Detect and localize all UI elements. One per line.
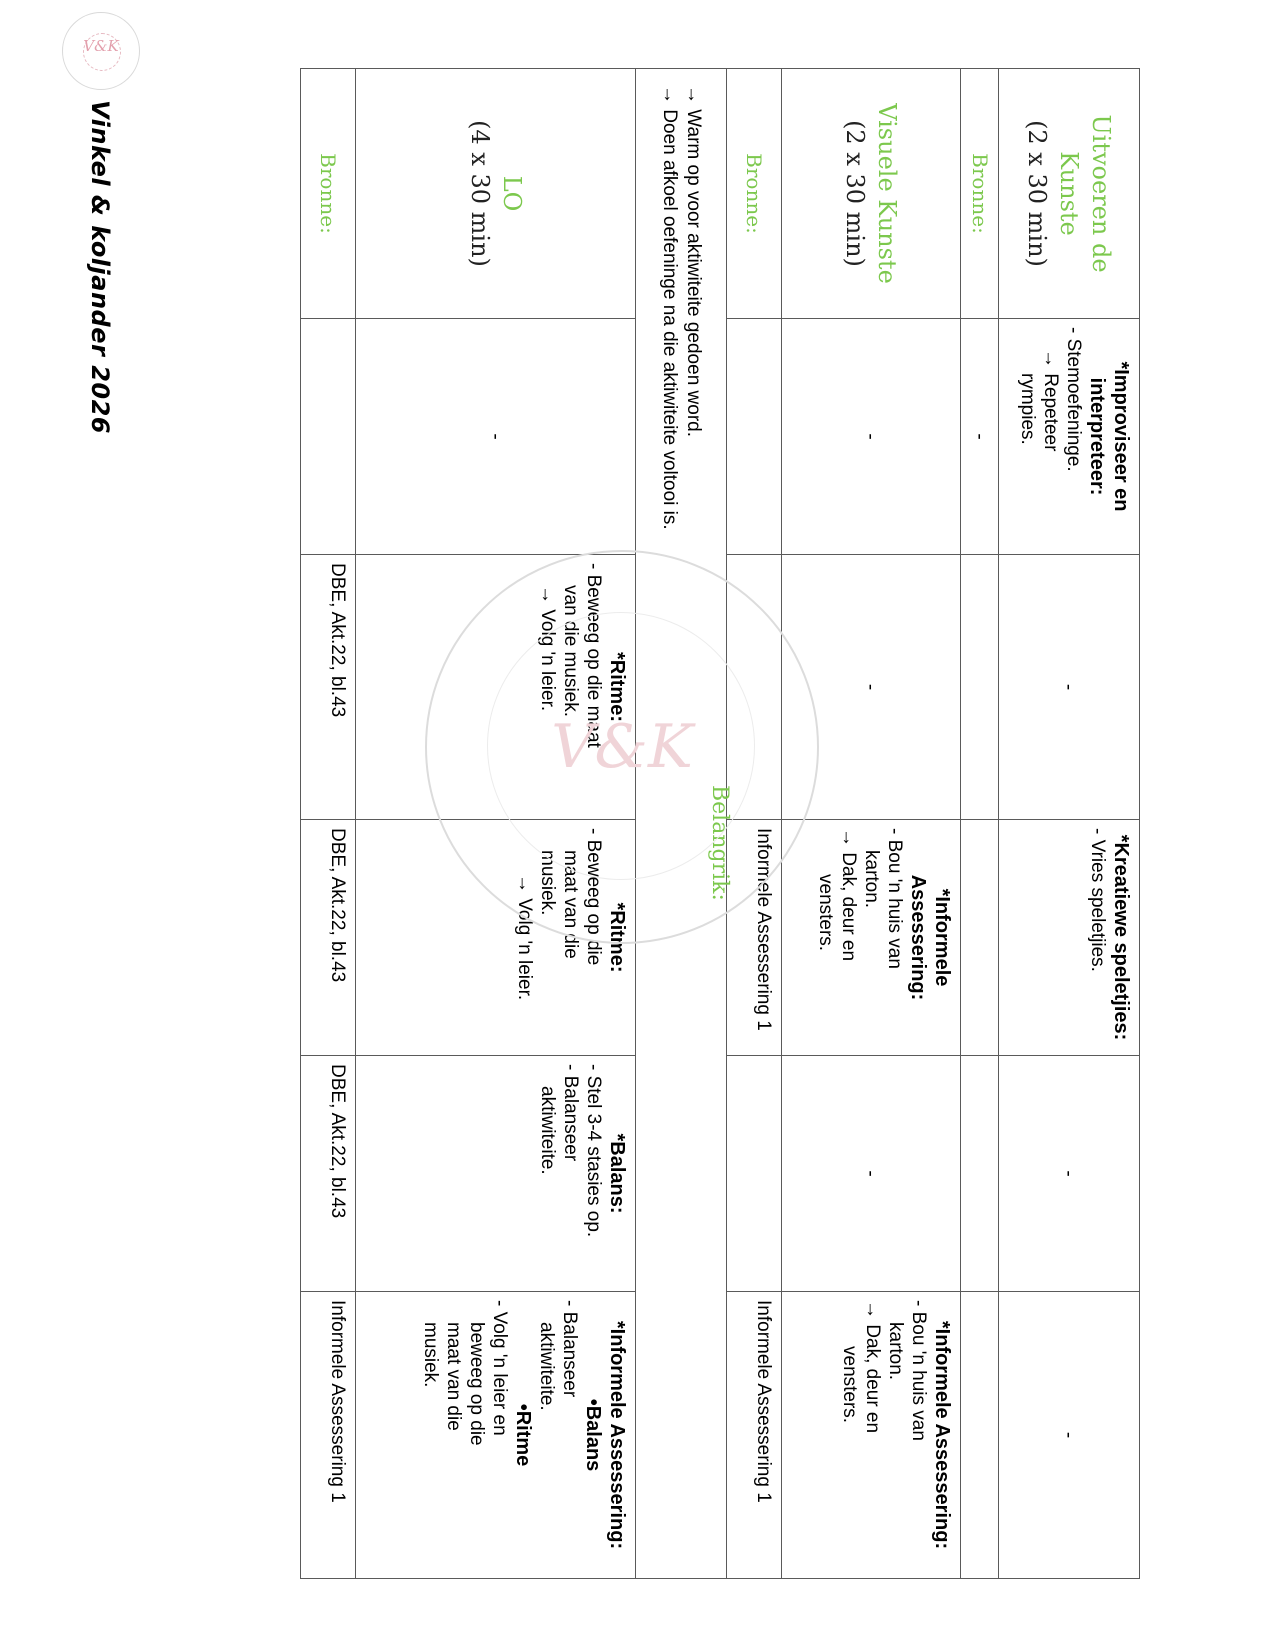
cell-line: → Volg 'n leier. bbox=[537, 585, 559, 712]
bron-cell: DBE, Akt.22, bl.43 bbox=[301, 555, 356, 820]
cell-line: - Volg 'n leier en bbox=[489, 1300, 511, 1436]
bron-label: Bronne: bbox=[301, 69, 356, 319]
cell-lo-2 bbox=[355, 555, 635, 820]
cell-line: - Balanseer bbox=[560, 1064, 582, 1162]
row-belangrik bbox=[636, 69, 727, 1579]
page-title: Vinkel & koljander 2026 bbox=[86, 100, 114, 434]
cell-title: *Informele Assessering: bbox=[906, 874, 953, 1001]
subject-time: (4 x 30 min) bbox=[465, 120, 494, 267]
bron-cell: Informele Assessering 1 bbox=[726, 1292, 781, 1579]
belangrik-notes bbox=[657, 85, 705, 1562]
cell-line: → Dak, deur en bbox=[837, 828, 859, 962]
lesson-plan-page bbox=[300, 68, 1140, 1578]
bron-cell bbox=[726, 319, 781, 555]
cell-line: - Vries speletjies. bbox=[1087, 828, 1108, 972]
row-lo-bron bbox=[301, 69, 356, 1579]
cell-line: - Beweeg op die maat bbox=[583, 563, 605, 748]
cell-title: *Kreatiewe speletjies: bbox=[1110, 834, 1132, 1041]
cell-line: - Stel 3-4 stasies op. bbox=[583, 1064, 605, 1238]
subject-name: Visuele Kunste bbox=[872, 103, 901, 284]
cell-line: - Stemoefeninge. bbox=[1063, 327, 1084, 472]
cell-subtitle: •Ritme bbox=[512, 1403, 535, 1467]
cell-line: musiek. bbox=[420, 1322, 442, 1388]
row-visuele bbox=[781, 69, 960, 1579]
cell-lo-4 bbox=[355, 1056, 635, 1292]
bron-cell: - bbox=[960, 319, 998, 555]
cell-visuele-4: - bbox=[781, 1056, 960, 1292]
cell-line: karton. bbox=[860, 850, 882, 909]
cell-line: - Bou 'n huis van bbox=[907, 1300, 929, 1441]
cell-line: → Dak, deur en bbox=[861, 1300, 883, 1434]
subject-time: (2 x 30 min) bbox=[840, 120, 869, 267]
bron-cell bbox=[960, 555, 998, 820]
cell-subtitle: •Balans bbox=[582, 1398, 605, 1472]
row-lo bbox=[355, 69, 635, 1579]
cell-line: - Balanseer bbox=[559, 1300, 581, 1398]
cell-uitvoeren-2: - bbox=[998, 555, 1139, 820]
cell-title: *Informele Assessering: bbox=[930, 1320, 953, 1550]
cell-line: aktiwiteite. bbox=[536, 1322, 558, 1411]
cell-title: *Ritme: bbox=[606, 902, 629, 973]
row-uitvoeren bbox=[998, 69, 1139, 1579]
cell-line: karton. bbox=[884, 1322, 906, 1381]
bron-label: Bronne: bbox=[960, 69, 998, 319]
cell-title: *Balans: bbox=[606, 1133, 629, 1214]
cell-visuele-2: - bbox=[781, 555, 960, 820]
bron-cell bbox=[726, 1056, 781, 1292]
cell-lo-5 bbox=[355, 1292, 635, 1579]
cell-line: → Repeteer bbox=[1040, 349, 1061, 452]
cell-uitvoeren-1 bbox=[998, 319, 1139, 555]
note-line: → Doen afkoel oefeninge na die aktiwiteite voltooi is. bbox=[659, 85, 681, 530]
brand-logo bbox=[62, 12, 140, 90]
cell-line: maat van die bbox=[560, 850, 582, 959]
subject-uitvoeren bbox=[998, 69, 1139, 319]
cell-visuele-1: - bbox=[781, 319, 960, 555]
cell-lo-1: - bbox=[355, 319, 635, 555]
bron-cell: Informele Assessering 1 bbox=[301, 1292, 356, 1579]
subject-name: Uitvoeren de Kunste bbox=[1054, 114, 1115, 273]
bron-cell bbox=[960, 820, 998, 1056]
cell-line: aktiwiteite. bbox=[537, 1086, 559, 1175]
cell-line: musiek. bbox=[537, 850, 559, 916]
note-line: → Warm op voor aktiwiteite gedoen word. bbox=[683, 85, 705, 438]
cell-visuele-3 bbox=[781, 820, 960, 1056]
subject-lo bbox=[355, 69, 635, 319]
cell-line: vensters. bbox=[838, 1346, 860, 1424]
cell-line: rympies. bbox=[1017, 373, 1038, 445]
cell-title: *Improviseer en interpreteer: bbox=[1086, 361, 1132, 512]
cell-uitvoeren-3 bbox=[998, 820, 1139, 1056]
belangrik-label: Belangrik: bbox=[707, 785, 733, 901]
bron-cell bbox=[960, 1056, 998, 1292]
subject-name: LO bbox=[497, 175, 526, 212]
bron-cell bbox=[960, 1292, 998, 1579]
bron-cell: Informele Assessering 1 bbox=[726, 820, 781, 1056]
cell-visuele-5 bbox=[781, 1292, 960, 1579]
cell-uitvoeren-4: - bbox=[998, 1056, 1139, 1292]
bron-cell: DBE, Akt.22, bl.43 bbox=[301, 820, 356, 1056]
bron-cell bbox=[301, 319, 356, 555]
watermark-monogram: V&K bbox=[551, 712, 693, 782]
cell-uitvoeren-5: - bbox=[998, 1292, 1139, 1579]
cell-lo-3 bbox=[355, 820, 635, 1056]
row-visuele-bron bbox=[726, 69, 781, 1579]
cell-line: → Volg 'n leier. bbox=[514, 874, 536, 1001]
cell-line: maat van die bbox=[443, 1322, 465, 1431]
cell-title: *Informele Assessering: bbox=[606, 1320, 629, 1550]
bron-cell bbox=[726, 555, 781, 820]
bron-cell: DBE, Akt.22, bl.43 bbox=[301, 1056, 356, 1292]
cell-line: - Bou 'n huis van bbox=[883, 828, 905, 969]
subject-visuele bbox=[781, 69, 960, 319]
bron-label: Bronne: bbox=[726, 69, 781, 319]
cell-line: beweeg op die bbox=[466, 1322, 488, 1446]
cell-line: vensters. bbox=[814, 874, 836, 952]
header bbox=[60, 100, 140, 434]
logo-monogram: V&K bbox=[83, 37, 119, 55]
cell-line: - Beweeg op die bbox=[583, 828, 605, 966]
row-uitvoeren-bron bbox=[960, 69, 998, 1579]
subject-time: (2 x 30 min) bbox=[1022, 120, 1051, 267]
lesson-plan-table bbox=[300, 68, 1140, 1579]
cell-title: *Ritme: bbox=[606, 651, 629, 722]
cell-line: van die musiek. bbox=[560, 585, 582, 718]
belangrik-box bbox=[636, 69, 733, 1579]
